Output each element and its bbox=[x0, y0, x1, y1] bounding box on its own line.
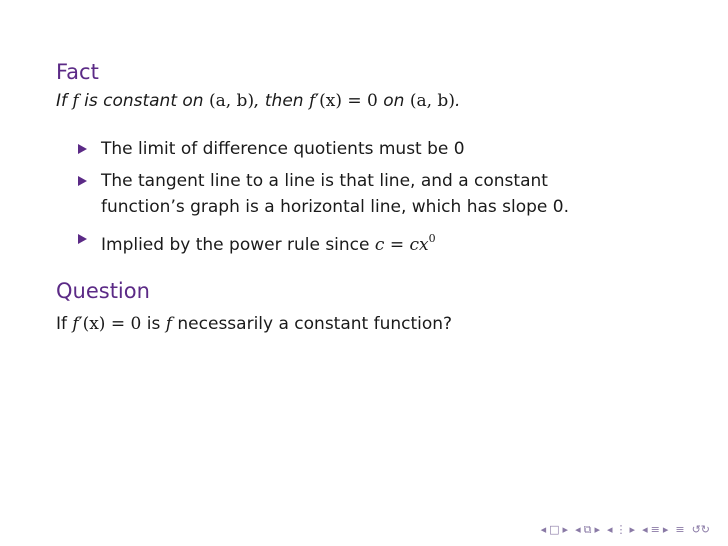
fact-interval-1: (a, b) bbox=[208, 91, 255, 111]
subsection-nav-group bbox=[642, 524, 668, 536]
math-c: c bbox=[374, 235, 385, 255]
arrow-left-icon[interactable]: ◂ bbox=[607, 523, 613, 536]
bullet-line: function’s graph is a horizontal line, which has slope 0. bbox=[101, 197, 569, 217]
fact-derivative-eq: (x) = 0 bbox=[319, 91, 378, 111]
bullet-item bbox=[76, 136, 569, 162]
arrow-right-icon[interactable]: ▸ bbox=[594, 523, 600, 536]
slide-nav-group bbox=[575, 524, 600, 536]
triangle-bullet-icon bbox=[78, 144, 87, 154]
frame-icon[interactable]: □ bbox=[549, 523, 560, 536]
triangle-bullet-icon bbox=[78, 176, 87, 186]
subsection-icon[interactable]: ≡ bbox=[650, 523, 660, 536]
question-text-rest: necessarily a constant function? bbox=[172, 314, 453, 334]
math-exponent: 0 bbox=[428, 232, 436, 245]
question-prime: ′ bbox=[78, 314, 83, 334]
bullet-line: The tangent line to a line is that line, and a constant bbox=[101, 171, 548, 191]
fact-text-then: , then bbox=[254, 91, 309, 111]
bullet-list bbox=[76, 136, 569, 264]
question-text-is: is bbox=[141, 314, 166, 334]
fact-title: Fact bbox=[56, 60, 99, 84]
arrow-right-icon[interactable]: ▸ bbox=[562, 523, 569, 536]
section-icon[interactable]: ⋮ bbox=[615, 523, 627, 536]
frame-nav-group bbox=[541, 524, 568, 536]
arrow-left-icon[interactable]: ◂ bbox=[575, 523, 581, 536]
question-derivative-eq: (x) = 0 bbox=[82, 314, 142, 334]
fact-interval-2: (a, b) bbox=[409, 91, 455, 111]
beamer-navigation-bar bbox=[541, 524, 710, 536]
question-statement bbox=[56, 313, 452, 335]
math-equals: = bbox=[384, 235, 410, 255]
fact-text-if: If bbox=[56, 91, 73, 111]
fact-text-constant: is constant on bbox=[78, 91, 209, 111]
fact-math-f: f bbox=[72, 91, 79, 111]
math-cx: cx bbox=[409, 235, 429, 255]
triangle-bullet-icon bbox=[78, 234, 87, 244]
fact-statement bbox=[56, 90, 460, 112]
align-icon[interactable]: ≡ bbox=[675, 523, 685, 536]
section-nav-group bbox=[607, 524, 635, 536]
question-math-f2: f bbox=[165, 314, 172, 334]
bullet-line: The limit of difference quotients must be 0 bbox=[101, 139, 465, 159]
arrow-right-icon[interactable]: ▸ bbox=[629, 523, 636, 536]
fact-period: . bbox=[454, 91, 461, 111]
bullet-item bbox=[76, 226, 569, 258]
bullet-text: Implied by the power rule since bbox=[101, 235, 375, 255]
arrow-left-icon[interactable]: ◂ bbox=[642, 523, 648, 536]
fact-text-on: on bbox=[377, 91, 410, 111]
bullet-item bbox=[76, 168, 569, 220]
question-math-f: f bbox=[72, 314, 79, 334]
arrow-left-icon[interactable]: ◂ bbox=[540, 523, 547, 536]
arrow-right-icon[interactable]: ▸ bbox=[662, 523, 669, 536]
fact-math-f-prime: f bbox=[308, 91, 316, 111]
bullet-line bbox=[101, 226, 569, 258]
fact-prime: ′ bbox=[315, 91, 320, 111]
slides-icon[interactable]: ⧉ bbox=[583, 523, 592, 536]
question-title: Question bbox=[56, 279, 150, 303]
search-icon[interactable]: ↺↻ bbox=[691, 523, 710, 536]
question-text-if: If bbox=[56, 314, 73, 334]
